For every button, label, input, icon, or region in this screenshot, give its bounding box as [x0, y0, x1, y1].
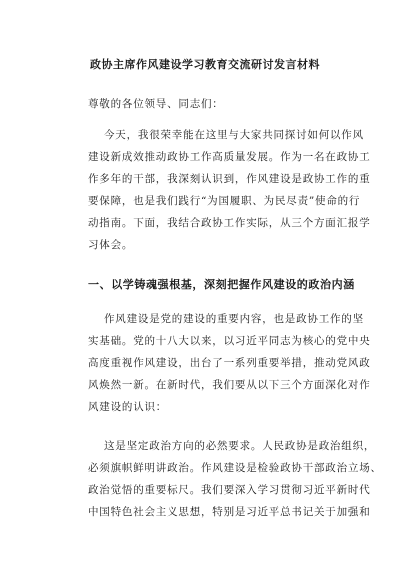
document-title: 政协主席作风建设学习教育交流研讨发言材料: [90, 58, 320, 71]
intro-line: 习体会。: [88, 239, 134, 251]
intro-line: 要保障，也是我们践行“为国履职、为民尽责”使命的行: [88, 195, 361, 207]
salutation: 尊敬的各位领导、同志们：: [88, 98, 224, 110]
section-line: 实基础。党的十八大以来，以习近平同志为核心的党中央: [88, 335, 371, 347]
section-line: 高度重视作风建设，出台了一系列重要举措，推动党风政: [88, 357, 371, 369]
section-line: 风焕然一新。在新时代，我们要从以下三个方面深化对作: [88, 379, 371, 391]
intro-line: 动指南。下面，我结合政协工作实际，从三个方面汇报学: [88, 217, 371, 229]
section-line: 作风建设是党的建设的重要内容，也是政协工作的坚: [104, 313, 364, 325]
point-line: 必须旗帜鲜明讲政治。作风建设是检验政协干部政治立场、: [88, 462, 382, 474]
point-line: 政治觉悟的重要标尺。我们要深入学习贯彻习近平新时代: [88, 484, 371, 496]
intro-line: 作多年的干部，我深刻认识到，作风建设是政协工作的重: [88, 173, 371, 185]
intro-line: 今天，我很荣幸能在这里与大家共同探讨如何以作风: [104, 129, 364, 141]
section-heading: 一、以学铸魂强根基，深刻把握作风建设的政治内涵: [88, 278, 355, 291]
point-line: 这是坚定政治方向的必然要求。人民政协是政治组织，: [104, 440, 376, 452]
point-line: 中国特色社会主义思想，特别是习近平总书记关于加强和: [88, 506, 371, 518]
section-line: 风建设的认识：: [88, 401, 168, 413]
intro-line: 建设新成效推动政协工作高质量发展。作为一名在政协工: [88, 151, 371, 163]
